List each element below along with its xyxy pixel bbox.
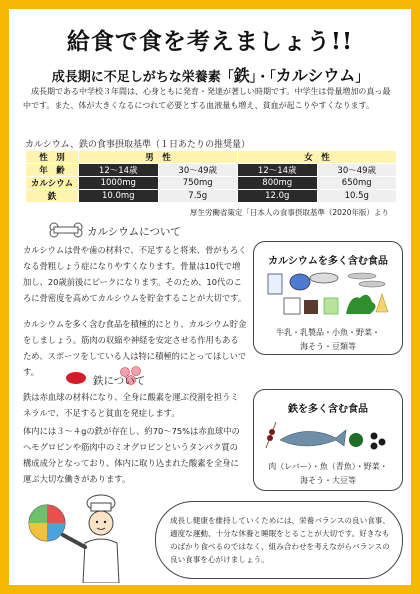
- iron-foods-line-1: 肉（レバー）・魚（青魚）・野菜・: [268, 462, 388, 471]
- iron-foods-box: [253, 389, 403, 491]
- value-cell: 800mg: [238, 177, 318, 190]
- iron-foods-list: [254, 460, 402, 488]
- iron-paragraph-1: 鉄は赤血球の材料になり、全身に酸素を運ぶ役割を担うミネラルで、不足すると貧血を発症します。: [23, 392, 239, 418]
- male-header: 男 性: [79, 151, 238, 164]
- value-cell: 12.0g: [238, 190, 318, 203]
- value-cell: 650mg: [317, 177, 397, 190]
- iron-heading: 鉄について: [93, 375, 146, 387]
- closing-speech-bubble: [155, 501, 403, 579]
- age-cell: 12～14歳: [238, 164, 318, 177]
- value-cell: 750mg: [158, 177, 238, 190]
- sex-label: 性 別: [26, 151, 79, 164]
- age-cell: 12～14歳: [79, 164, 159, 177]
- iron-foods-illustration: [262, 418, 394, 454]
- table-row: [26, 164, 397, 177]
- calcium-foods-box: [253, 241, 403, 355]
- subtitle-text-mid: 」・「: [249, 70, 276, 85]
- iron-paragraph-2: 体内には３～４gの鉄が存在し、約70～75%は赤血球中のヘモグロビンや筋肉中のミオグロビンというタンパク質の構成成分となっており、体内に取り込まれた酸素を全身に運ぶ大切な働きがあります。: [23, 426, 240, 484]
- calcium-foods-line-2: 海そう・豆類等: [300, 342, 356, 351]
- subtitle-iron: 鉄: [233, 66, 250, 85]
- iron-box-title: 鉄を多く含む食品: [288, 404, 368, 415]
- value-cell: 1000mg: [79, 177, 159, 190]
- page-title: 給食で食を考えましょう!!: [66, 28, 354, 55]
- calcium-foods-line-1: 牛乳・乳製品・小魚・野菜・: [276, 328, 380, 337]
- calcium-paragraph-1: カルシウムは骨や歯の材料で、不足すると将来、骨がもろくなる骨粗しょう症になりやすくなります。骨量は10代で増加し、20歳前後にピークになります。そのため、10代のころに骨密度を高めてカルシウムを貯金することが大切です。: [23, 245, 247, 303]
- row-label: カルシウム: [26, 177, 79, 190]
- iron-foods-line-2: 海そう・大豆等: [300, 476, 356, 485]
- table-caption: カルシウム、鉄の食事摂取基準（１日あたりの推奨量）: [25, 140, 250, 150]
- calcium-foods-list: [254, 326, 402, 354]
- iron-icon: [65, 371, 87, 385]
- calcium-heading: カルシウムについて: [87, 226, 181, 238]
- age-label: 年 齢: [26, 164, 79, 177]
- closing-message: 成長し健康を維持していくためには、栄養バランスの良い食事、適度な運動、十分な休養と睡眠をとることが大切です。好きなものばかり食べるのではなく、組み合わせを考えながらバランスの良い食事を心がけましょう。: [170, 516, 390, 564]
- subtitle-calcium: カルシウム: [275, 66, 356, 85]
- calcium-box-title: カルシウムを多く含む食品: [268, 256, 388, 267]
- age-cell: 30～49歳: [317, 164, 397, 177]
- cook-character-illustration: [19, 491, 147, 583]
- table-row: [26, 190, 397, 203]
- calcium-paragraph-2: カルシウムを多く含む食品を積極的にとり、カルシウム貯金をしましょう。筋肉の収縮や神経を安定させる作用もあるため、スポーツをしている人は特に積極的にとってほしいです。: [23, 319, 247, 377]
- table-source: 厚生労働省策定「日本人の食事摂取基準（2020年版）より: [189, 208, 389, 217]
- subtitle-text-post: 」: [355, 70, 369, 85]
- value-cell: 10.5g: [317, 190, 397, 203]
- age-cell: 30～49歳: [158, 164, 238, 177]
- female-header: 女 性: [238, 151, 397, 164]
- calcium-foods-illustration: [264, 268, 390, 320]
- handout-sheet: [9, 9, 411, 585]
- value-cell: 10.0mg: [79, 190, 159, 203]
- intake-standard-table: [25, 150, 397, 203]
- row-label: 鉄: [26, 190, 79, 203]
- table-row: [26, 177, 397, 190]
- intro-paragraph: 成長期である中学校３年間は、心身ともに発育・発達が著しい時期です。中学生は骨量増加の真っ最中です。また、体が大きくなるにつれて必要とする血液量も増え、貧血が起こりやすくなります。: [23, 87, 391, 110]
- table-row: [26, 151, 397, 164]
- value-cell: 7.5g: [158, 190, 238, 203]
- page-subtitle: [9, 63, 411, 86]
- subtitle-text-pre: 成長期に不足しがちな栄養素「: [51, 70, 234, 85]
- bone-icon: [49, 222, 83, 238]
